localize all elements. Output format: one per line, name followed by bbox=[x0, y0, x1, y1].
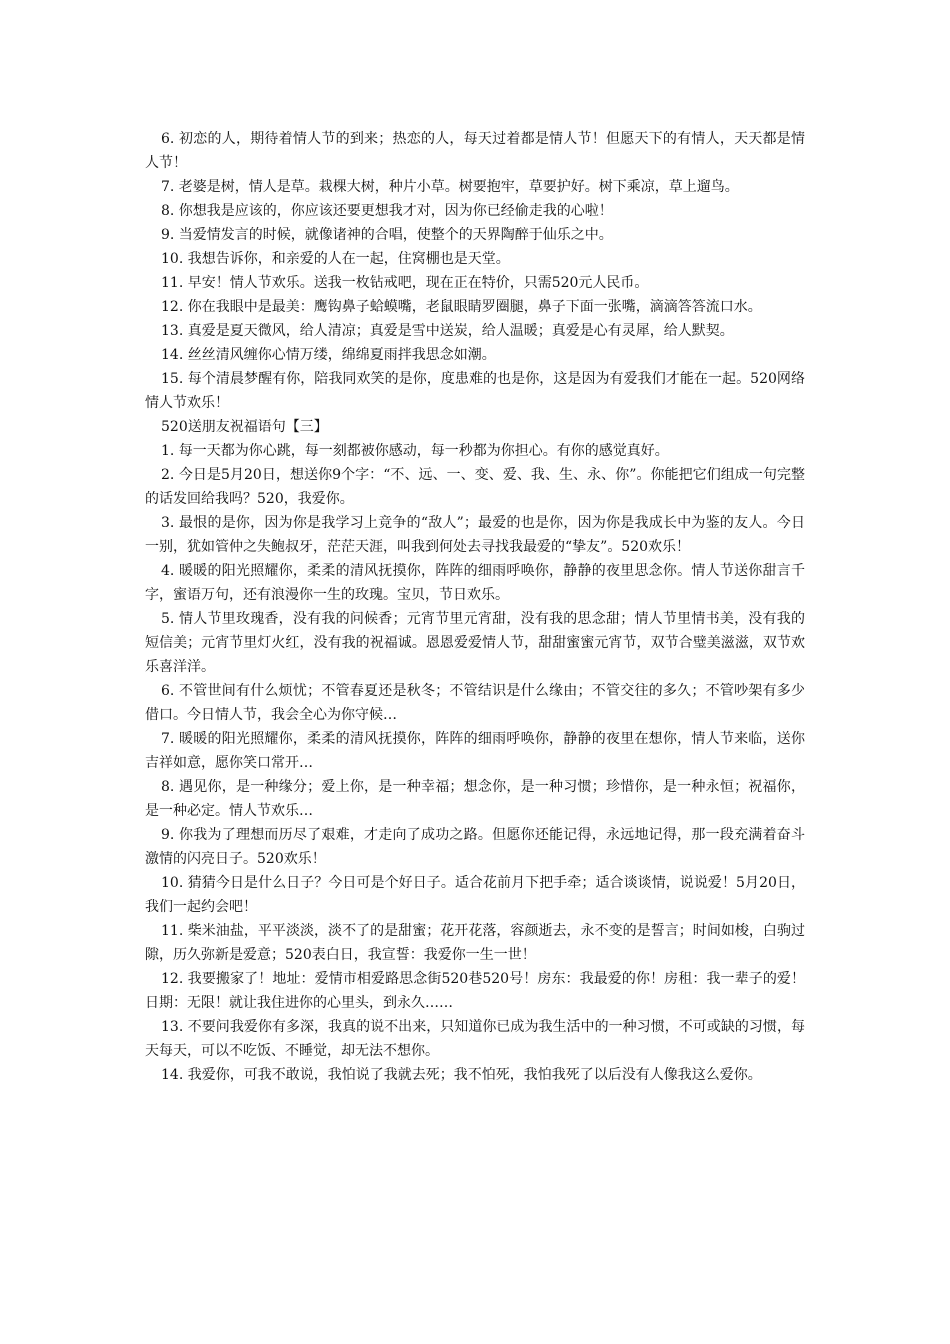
document-body bbox=[145, 127, 805, 1087]
wish-6: 6. 不管世间有什么烦忧；不管春夏还是秋冬；不管结识是什么缘由；不管交往的多久；不管吵架有多少借口。今日情人节，我会全心为你守候… bbox=[145, 683, 805, 723]
wish-11: 11. 柴米油盐，平平淡淡，淡不了的是甜蜜；花开花落，容颜逝去，永不变的是誓言；时间如梭，白驹过隙，历久弥新是爱意；520表白日，我宣誓：我爱你一生一世！ bbox=[145, 923, 805, 963]
wish-1: 1. 每一天都为你心跳，每一刻都被你感动，每一秒都为你担心。有你的感觉真好。 bbox=[161, 443, 669, 459]
paragraph-10: 10. 我想告诉你，和亲爱的人在一起，住窝棚也是天堂。 bbox=[161, 251, 510, 267]
paragraph-12: 12. 你在我眼中是最美：鹰钩鼻子蛤蟆嘴，老鼠眼睛罗圈腿，鼻子下面一张嘴，滴滴答答流口水。 bbox=[161, 299, 762, 315]
wish-7: 7. 暖暖的阳光照耀你，柔柔的清风抚摸你，阵阵的细雨呼唤你，静静的夜里在想你，情人节来临，送你吉祥如意，愿你笑口常开… bbox=[145, 731, 805, 771]
wish-4: 4. 暖暖的阳光照耀你，柔柔的清风抚摸你，阵阵的细雨呼唤你，静静的夜里思念你。情人节送你甜言千字，蜜语万句，还有浪漫你一生的玫瑰。宝贝，节日欢乐。 bbox=[145, 563, 805, 603]
wish-10: 10. 猜猜今日是什么日子？今日可是个好日子。适合花前月下把手牵；适合谈谈情，说说爱！5月20日，我们一起约会吧！ bbox=[145, 875, 805, 915]
wish-2: 2. 今日是5月20日，想送你9个字：“不、远、一、变、爱、我、生、永、你”。你能把它们组成一句完整的话发回给我吗？520，我爱你。 bbox=[145, 467, 805, 507]
section-heading: 520送朋友祝福语句【三】 bbox=[161, 419, 328, 435]
paragraph-7: 7. 老婆是树，情人是草。栽棵大树，种片小草。树要抱牢，草要护好。树下乘凉，草上遛鸟。 bbox=[161, 179, 739, 195]
wish-3: 3. 最恨的是你，因为你是我学习上竞争的“敌人”；最爱的也是你，因为你是我成长中为鉴的友人。今日一别，犹如管仲之失鲍叔牙，茫茫天涯，叫我到何处去寻找我最爱的“挚友”。520欢乐！ bbox=[145, 515, 805, 555]
paragraph-8: 8. 你想我是应该的，你应该还要更想我才对，因为你已经偷走我的心啦！ bbox=[161, 203, 613, 219]
wish-8: 8. 遇见你，是一种缘分；爱上你，是一种幸福；想念你，是一种习惯；珍惜你，是一种永恒；祝福你，是一种必定。情人节欢乐… bbox=[145, 779, 805, 819]
wish-13: 13. 不要问我爱你有多深，我真的说不出来，只知道你已成为我生活中的一种习惯，不可或缺的习惯，每天每天，可以不吃饭、不睡觉，却无法不想你。 bbox=[145, 1019, 805, 1059]
wish-9: 9. 你我为了理想而历尽了艰难，才走向了成功之路。但愿你还能记得，永远地记得，那一段充满着奋斗激情的闪亮日子。520欢乐！ bbox=[145, 827, 805, 867]
paragraph-6: 6. 初恋的人，期待着情人节的到来；热恋的人，每天过着都是情人节！但愿天下的有情人，天天都是情人节！ bbox=[145, 131, 805, 171]
paragraph-9: 9. 当爱情发言的时候，就像诸神的合唱，使整个的天界陶醉于仙乐之中。 bbox=[161, 227, 613, 243]
paragraph-14: 14. 丝丝清风缠你心情万缕，绵绵夏雨拌我思念如潮。 bbox=[161, 347, 496, 363]
paragraph-11: 11. 早安！情人节欢乐。送我一枚钻戒吧，现在正在特价，只需520元人民币。 bbox=[161, 275, 649, 291]
paragraph-13: 13. 真爱是夏天微风，给人清凉；真爱是雪中送炭，给人温暖；真爱是心有灵犀，给人默契。 bbox=[161, 323, 734, 339]
wish-12: 12. 我要搬家了！地址：爱情市相爱路思念街520巷520号！房东：我最爱的你！房租：我一辈子的爱！日期：无限！就让我住进你的心里头，到永久…… bbox=[145, 971, 805, 1011]
wish-5: 5. 情人节里玫瑰香，没有我的问候香；元宵节里元宵甜，没有我的思念甜；情人节里情书美，没有我的短信美；元宵节里灯火红，没有我的祝福诚。恩恩爱爱情人节，甜甜蜜蜜元宵节，双节合璧美滋滋，双节欢乐喜洋洋。 bbox=[145, 611, 805, 675]
wish-14: 14. 我爱你，可我不敢说，我怕说了我就去死；我不怕死，我怕我死了以后没有人像我这么爱你。 bbox=[161, 1067, 762, 1083]
paragraph-15: 15. 每个清晨梦醒有你，陪我同欢笑的是你，度患难的也是你，这是因为有爱我们才能在一起。520网络情人节欢乐！ bbox=[145, 371, 805, 411]
